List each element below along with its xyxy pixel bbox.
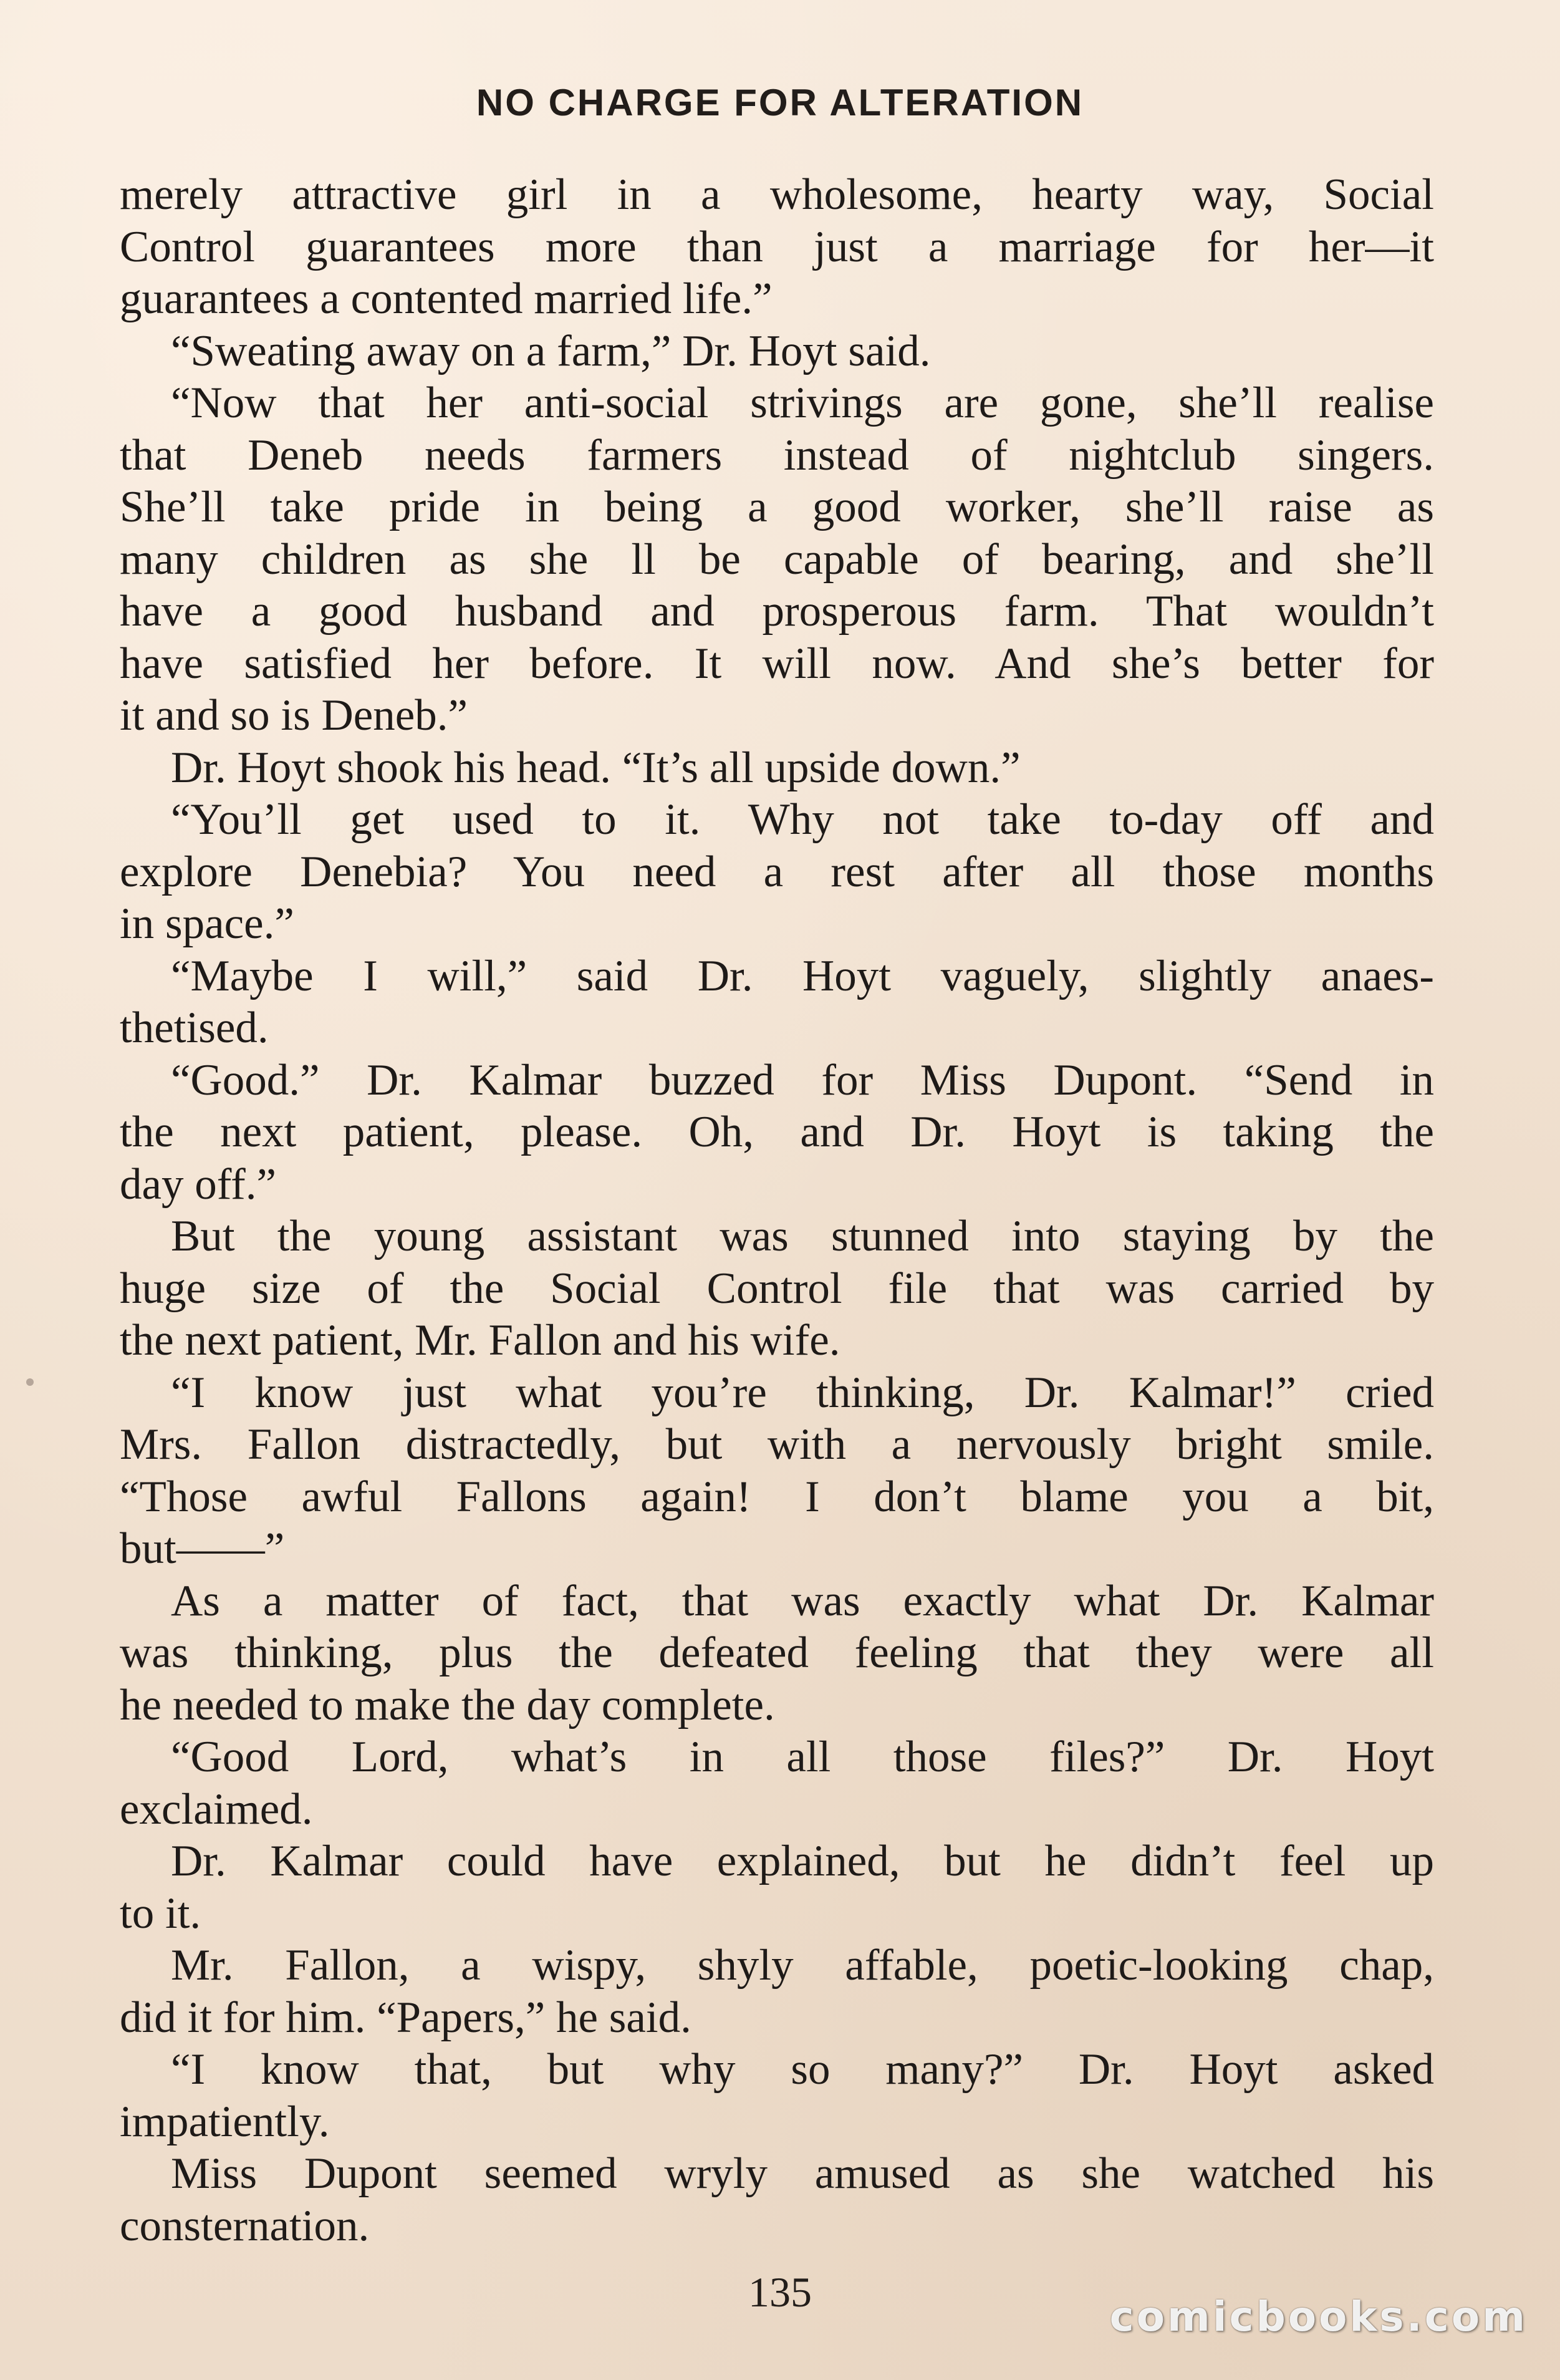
page-number: 135	[748, 2268, 812, 2316]
text-line: many children as she ll be capable of bearing, and she’ll	[120, 535, 1434, 584]
text-line: “Good Lord, what’s in all those files?” Dr. Hoyt	[171, 1733, 1434, 1781]
text-line: “Maybe I will,” said Dr. Hoyt vaguely, slightly anaes-	[171, 951, 1434, 1000]
text-line: “Those awful Fallons again! I don’t blame you a bit,	[120, 1472, 1434, 1521]
text-line: in space.”	[120, 899, 294, 948]
text-line: have satisfied her before. It will now. And she’s better for	[120, 639, 1434, 688]
text-line: explore Denebia? You need a rest after all those months	[120, 847, 1434, 896]
text-line: have a good husband and prosperous farm. That wouldn’t	[120, 587, 1434, 636]
text-line: impatiently.	[120, 2097, 330, 2146]
text-line: “I know just what you’re thinking, Dr. Kalmar!” cried	[171, 1368, 1434, 1417]
watermark: comicbooks.com	[1109, 2293, 1528, 2341]
text-line: Dr. Kalmar could have explained, but he didn’t feel up	[171, 1837, 1434, 1885]
running-head: NO CHARGE FOR ALTERATION	[476, 82, 1084, 123]
text-line: Mrs. Fallon distractedly, but with a nervously bright smile.	[120, 1420, 1434, 1469]
text-line: it and so is Deneb.”	[120, 691, 468, 740]
text-line: “I know that, but why so many?” Dr. Hoyt asked	[171, 2045, 1434, 2094]
text-line: “Good.” Dr. Kalmar buzzed for Miss Dupont. “Send in	[171, 1055, 1434, 1105]
text-line: “Sweating away on a farm,” Dr. Hoyt said.	[171, 326, 931, 375]
text-line: consternation.	[120, 2201, 370, 2250]
text-line: the next patient, please. Oh, and Dr. Hoyt is taking the	[120, 1108, 1434, 1156]
text-line: Dr. Hoyt shook his head. “It’s all upside down.”	[171, 743, 1021, 792]
text-line: that Deneb needs farmers instead of nightclub singers.	[120, 430, 1434, 480]
text-line: the next patient, Mr. Fallon and his wife.	[120, 1316, 840, 1365]
text-line: “Now that her anti-social strivings are gone, she’ll realise	[171, 379, 1434, 427]
text-line: day off.”	[120, 1159, 277, 1209]
text-line: As a matter of fact, that was exactly what Dr. Kalmar	[171, 1576, 1434, 1625]
text-line: She’ll take pride in being a good worker, she’ll raise as	[120, 483, 1434, 531]
text-line: Mr. Fallon, a wispy, shyly affable, poetic-looking chap,	[171, 1941, 1434, 1990]
text-line: “You’ll get used to it. Why not take to-day off and	[171, 795, 1434, 844]
text-line: huge size of the Social Control file that was carried by	[120, 1264, 1434, 1313]
text-line: was thinking, plus the defeated feeling that they were all	[120, 1628, 1434, 1677]
text-line: guarantees a contented married life.”	[120, 274, 773, 323]
paper-speck	[26, 1378, 34, 1386]
text-line: Control guarantees more than just a marriage for her—it	[120, 222, 1434, 271]
text-line: thetised.	[120, 1004, 269, 1052]
text-line: to it.	[120, 1889, 201, 1938]
text-line: But the young assistant was stunned into staying by the	[171, 1212, 1434, 1260]
text-line: but——”	[120, 1524, 285, 1573]
text-line: did it for him. “Papers,” he said.	[120, 1993, 691, 2042]
text-line: Miss Dupont seemed wryly amused as she watched his	[171, 2149, 1434, 2198]
text-line: merely attractive girl in a wholesome, hearty way, Social	[120, 170, 1434, 219]
text-line: he needed to make the day complete.	[120, 1680, 775, 1729]
text-line: exclaimed.	[120, 1784, 313, 1834]
